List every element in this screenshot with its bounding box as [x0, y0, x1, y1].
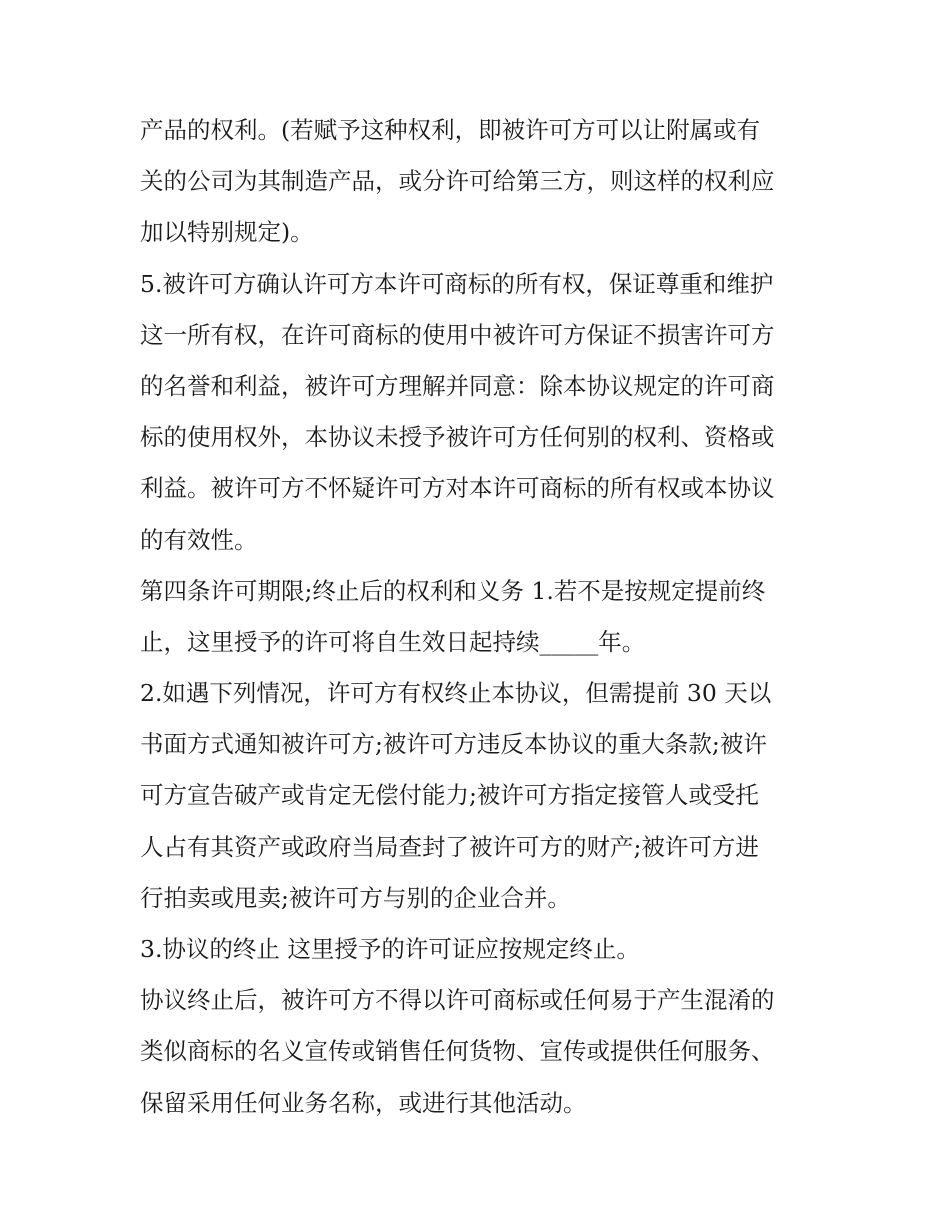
text-line: 协议终止后，被许可方不得以许可商标或任何易于产生混淆的	[140, 986, 775, 1015]
text-line: 书面方式通知被许可方;被许可方违反本协议的重大条款;被许	[140, 730, 767, 759]
text-line: 标的使用权外，本协议未授予被许可方任何别的权利、资格或	[140, 423, 775, 452]
text-line: 的有效性。	[140, 525, 258, 554]
text-line: 人占有其资产或政府当局查封了被许可方的财产;被许可方进	[140, 832, 759, 861]
document-body	[140, 105, 820, 1129]
text-line: 第四条许可期限;终止后的权利和义务 1.若不是按规定提前终	[140, 576, 766, 605]
text-line: 3.协议的终止 这里授予的许可证应按规定终止。	[140, 935, 640, 963]
text-line: 5.被许可方确认许可方本许可商标的所有权，保证尊重和维护	[140, 269, 774, 298]
text-line: 2.如遇下列情况，许可方有权终止本协议，但需提前 30 天以	[140, 679, 772, 708]
text-line: 加以特别规定)。	[140, 218, 314, 247]
text-line: 这一所有权，在许可商标的使用中被许可方保证不损害许可方	[140, 320, 775, 349]
text-line: 保留采用任何业务名称，或进行其他活动。	[140, 1088, 587, 1117]
text-line: 利益。被许可方不怀疑许可方对本许可商标的所有权或本协议	[140, 474, 775, 503]
text-line: 的名誉和利益，被许可方理解并同意：除本协议规定的许可商	[140, 371, 775, 400]
text-line: 关的公司为其制造产品，或分许可给第三方，则这样的权利应	[140, 167, 775, 196]
text-line: 行拍卖或甩卖;被许可方与别的企业合并。	[140, 883, 571, 912]
text-line: 类似商标的名义宣传或销售任何货物、宣传或提供任何服务、	[140, 1037, 775, 1066]
text-line: 可方宣告破产或肯定无偿付能力;被许可方指定接管人或受托	[140, 781, 759, 810]
text-line: 产品的权利。(若赋予这种权利，即被许可方可以让附属或有	[140, 116, 761, 144]
text-line: 止，这里授予的许可将自生效日起持续_____年。	[140, 627, 646, 656]
